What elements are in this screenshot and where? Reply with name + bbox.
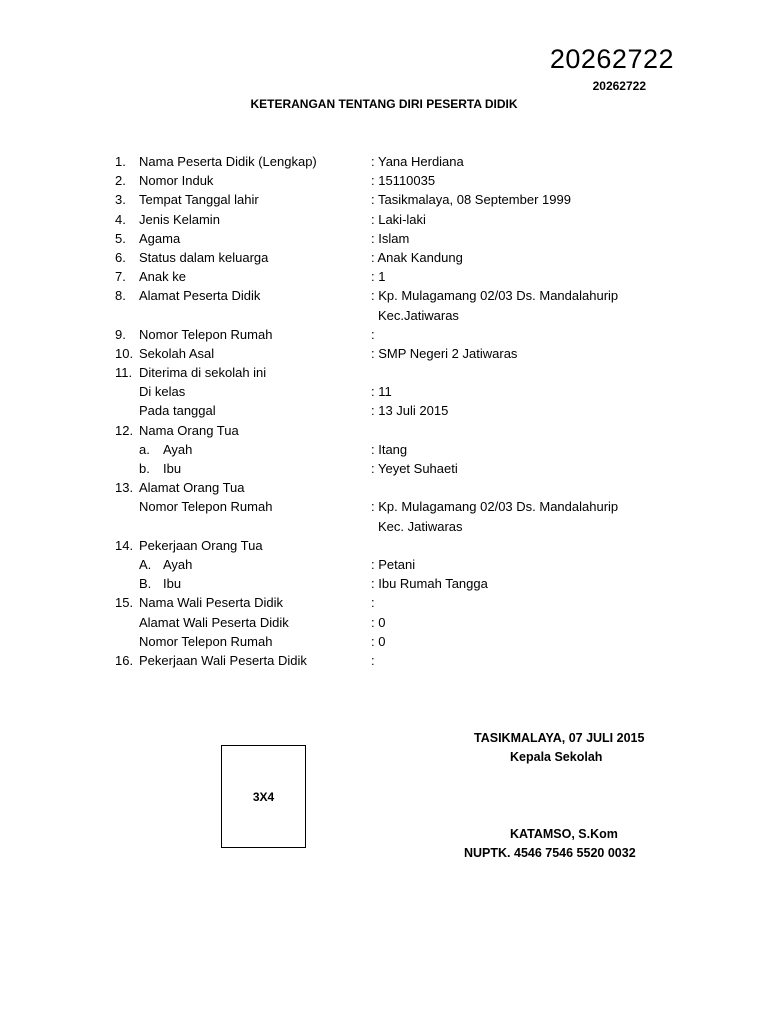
row-value: : 11 bbox=[371, 384, 392, 400]
row-number: 1. bbox=[115, 154, 126, 169]
info-row bbox=[0, 651, 768, 670]
info-row bbox=[0, 574, 768, 593]
row-sub-label: Ayah bbox=[163, 441, 193, 457]
row-label: Nomor Telepon Rumah bbox=[139, 499, 273, 515]
row-value: : bbox=[371, 326, 375, 342]
row-sub-marker: b. bbox=[139, 461, 150, 476]
signature-role: Kepala Sekolah bbox=[510, 750, 603, 764]
row-number: 10. bbox=[115, 345, 134, 361]
info-row bbox=[0, 401, 768, 420]
row-value: : Kp. Mulagamang 02/03 Ds. Mandalahurip bbox=[371, 499, 619, 515]
info-row bbox=[0, 267, 768, 286]
row-number: 9. bbox=[115, 326, 126, 342]
row-value: : Tasikmalaya, 08 September 1999 bbox=[371, 192, 571, 208]
row-number: 16. bbox=[115, 652, 134, 668]
document-number-small: 20262722 bbox=[592, 79, 646, 93]
row-label: Agama bbox=[139, 230, 181, 246]
info-row bbox=[0, 286, 768, 305]
info-row bbox=[0, 325, 768, 344]
row-sub-marker: B. bbox=[139, 576, 152, 592]
info-row bbox=[0, 190, 768, 209]
row-label: Tempat Tanggal lahir bbox=[139, 192, 259, 208]
row-value: : bbox=[371, 652, 375, 668]
info-row bbox=[0, 344, 768, 363]
row-value: : Islam bbox=[371, 230, 410, 246]
info-row bbox=[0, 152, 768, 171]
row-label: Anak ke bbox=[139, 269, 186, 285]
row-value: : Anak Kandung bbox=[371, 249, 463, 265]
row-value: : Petani bbox=[371, 556, 416, 572]
row-label: Nomor Telepon Rumah bbox=[139, 326, 273, 342]
row-sub-label: Ibu bbox=[163, 576, 182, 592]
row-number: 8. bbox=[115, 288, 126, 304]
row-sub-marker: A. bbox=[139, 556, 152, 572]
info-row bbox=[0, 382, 768, 401]
row-value: : 0 bbox=[371, 614, 386, 630]
row-value: : Yeyet Suhaeti bbox=[371, 461, 458, 476]
signature-nuptk: NUPTK. 4546 7546 5520 0032 bbox=[464, 846, 636, 860]
row-value-continuation: Kec.Jatiwaras bbox=[378, 307, 459, 323]
row-number: 14. bbox=[115, 537, 134, 553]
row-label: Status dalam keluarga bbox=[139, 249, 269, 265]
info-row bbox=[0, 517, 768, 536]
row-label: Diterima di sekolah ini bbox=[139, 365, 267, 381]
info-row bbox=[0, 497, 768, 516]
row-label: Di kelas bbox=[139, 384, 186, 400]
row-number: 7. bbox=[115, 269, 126, 285]
info-row bbox=[0, 613, 768, 632]
info-row bbox=[0, 536, 768, 555]
row-value: : Ibu Rumah Tangga bbox=[371, 576, 488, 592]
row-value: : 13 Juli 2015 bbox=[371, 403, 449, 419]
row-label: Pada tanggal bbox=[139, 403, 216, 419]
row-sub-label: Ayah bbox=[163, 556, 193, 572]
info-row bbox=[0, 229, 768, 248]
row-number: 13. bbox=[115, 480, 134, 496]
row-value: : 0 bbox=[371, 633, 386, 649]
info-row bbox=[0, 478, 768, 497]
info-row bbox=[0, 459, 768, 478]
info-row bbox=[0, 421, 768, 440]
row-label: Jenis Kelamin bbox=[139, 211, 220, 227]
row-number: 11. bbox=[115, 365, 133, 381]
photo-placeholder bbox=[221, 745, 306, 848]
row-value-continuation: Kec. Jatiwaras bbox=[378, 518, 463, 534]
signature-name: KATAMSO, S.Kom bbox=[510, 827, 618, 841]
signature-place-date: TASIKMALAYA, 07 JULI 2015 bbox=[474, 731, 645, 745]
info-row bbox=[0, 248, 768, 267]
row-sub-label: Ibu bbox=[163, 461, 182, 476]
document-title: KETERANGAN TENTANG DIRI PESERTA DIDIK bbox=[250, 97, 518, 111]
info-row bbox=[0, 210, 768, 229]
document-number: 20262722 bbox=[549, 44, 674, 74]
info-row bbox=[0, 632, 768, 651]
info-row bbox=[0, 171, 768, 190]
row-label: Nomor Telepon Rumah bbox=[139, 633, 273, 649]
row-label: Nama Peserta Didik (Lengkap) bbox=[139, 154, 317, 169]
row-value: : 15110035 bbox=[371, 173, 436, 189]
row-number: 3. bbox=[115, 192, 126, 208]
student-info-list bbox=[0, 152, 768, 670]
info-row bbox=[0, 440, 768, 459]
info-row bbox=[0, 555, 768, 574]
photo-size-label: 3X4 bbox=[252, 789, 275, 804]
row-value: : Laki-laki bbox=[371, 211, 426, 227]
row-label: Nama Orang Tua bbox=[139, 422, 239, 438]
row-value: : 1 bbox=[371, 269, 386, 285]
row-label: Alamat Peserta Didik bbox=[139, 288, 261, 304]
row-label: Alamat Orang Tua bbox=[139, 480, 245, 496]
row-number: 5. bbox=[115, 230, 126, 246]
row-number: 6. bbox=[115, 249, 126, 265]
row-label: Sekolah Asal bbox=[139, 345, 215, 361]
row-number: 4. bbox=[115, 211, 126, 227]
row-value: : bbox=[371, 595, 375, 611]
row-number: 2. bbox=[115, 173, 126, 189]
row-label: Pekerjaan Orang Tua bbox=[139, 537, 263, 553]
row-label: Nomor Induk bbox=[139, 173, 214, 189]
row-value: : Itang bbox=[371, 441, 408, 457]
row-label: Pekerjaan Wali Peserta Didik bbox=[139, 652, 307, 668]
row-label: Alamat Wali Peserta Didik bbox=[139, 614, 289, 630]
row-number: 15. bbox=[115, 595, 134, 611]
row-sub-marker: a. bbox=[139, 441, 150, 457]
row-value: : Yana Herdiana bbox=[371, 154, 464, 169]
row-value: : SMP Negeri 2 Jatiwaras bbox=[371, 345, 518, 361]
row-label: Nama Wali Peserta Didik bbox=[139, 595, 284, 611]
info-row bbox=[0, 363, 768, 382]
row-value: : Kp. Mulagamang 02/03 Ds. Mandalahurip bbox=[371, 288, 619, 304]
info-row bbox=[0, 306, 768, 325]
row-number: 12. bbox=[115, 422, 134, 438]
info-row bbox=[0, 593, 768, 612]
